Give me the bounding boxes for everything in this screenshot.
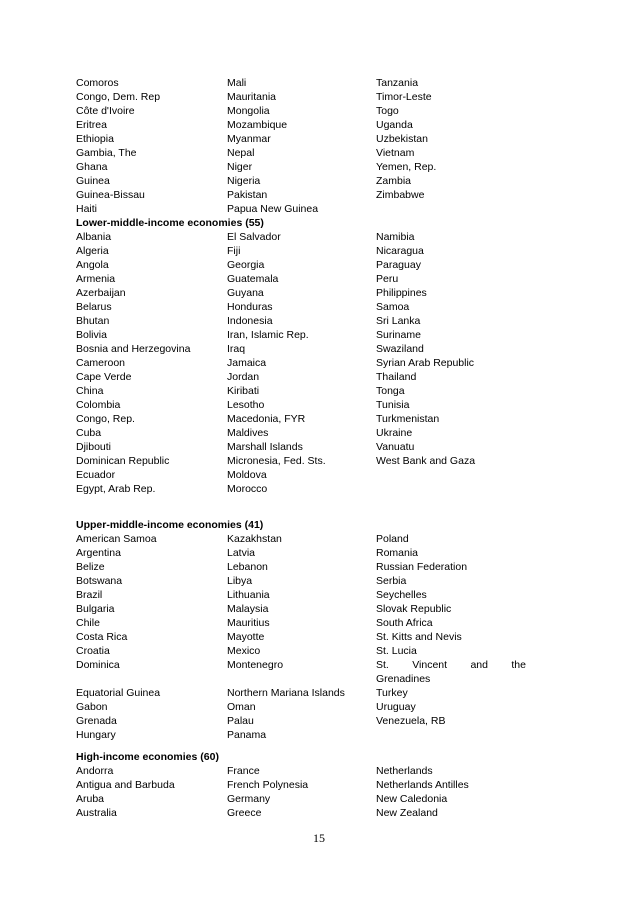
word: and bbox=[470, 659, 488, 671]
country-cell: Belize bbox=[76, 561, 105, 573]
country-cell: Aruba bbox=[76, 793, 105, 805]
country-cell: Oman bbox=[227, 701, 256, 713]
country-cell: Eritrea bbox=[76, 119, 107, 131]
country-cell: Moldova bbox=[227, 469, 267, 481]
country-cell: Mauritius bbox=[227, 617, 270, 629]
table-row bbox=[76, 118, 526, 132]
country-cell: Marshall Islands bbox=[227, 441, 303, 453]
country-cell: Comoros bbox=[76, 77, 119, 89]
table-row bbox=[76, 440, 526, 454]
table-row bbox=[76, 806, 526, 820]
country-cell: Uzbekistan bbox=[376, 133, 428, 145]
country-cell: Jordan bbox=[227, 371, 260, 383]
country-cell: Fiji bbox=[227, 245, 241, 257]
country-cell: Turkmenistan bbox=[376, 413, 440, 425]
country-cell: St. Kitts and Nevis bbox=[376, 631, 462, 643]
country-cell: Antigua and Barbuda bbox=[76, 779, 175, 791]
country-cell: Djibouti bbox=[76, 441, 112, 453]
country-cell: Namibia bbox=[376, 231, 415, 243]
country-cell: Iraq bbox=[227, 343, 246, 355]
table-row bbox=[76, 342, 526, 356]
justified-line bbox=[376, 658, 526, 672]
country-cell: Tonga bbox=[376, 385, 405, 397]
country-cell: Uruguay bbox=[376, 701, 416, 713]
country-cell: Algeria bbox=[76, 245, 109, 257]
country-cell bbox=[376, 468, 526, 482]
country-cell: El Salvador bbox=[227, 231, 281, 243]
table-row bbox=[76, 602, 526, 616]
country-cell: Bosnia and Herzegovina bbox=[76, 343, 191, 355]
country-cell: Tunisia bbox=[376, 399, 410, 411]
country-cell: Azerbaijan bbox=[76, 287, 126, 299]
country-cell: Jamaica bbox=[227, 357, 267, 369]
country-cell: Serbia bbox=[376, 575, 407, 587]
country-cell: Netherlands bbox=[376, 765, 433, 777]
country-cell: West Bank and Gaza bbox=[376, 455, 476, 467]
country-cell: Bhutan bbox=[76, 315, 110, 327]
table-row bbox=[76, 132, 526, 146]
country-cell: Peru bbox=[376, 273, 399, 285]
table-row bbox=[76, 356, 526, 370]
country-cell: Uganda bbox=[376, 119, 413, 131]
country-cell: Vanuatu bbox=[376, 441, 415, 453]
country-cell: Mayotte bbox=[227, 631, 265, 643]
country-cell: Germany bbox=[227, 793, 271, 805]
country-cell: Niger bbox=[227, 161, 253, 173]
table-row bbox=[76, 146, 526, 160]
country-cell: Timor-Leste bbox=[376, 91, 432, 103]
table-row bbox=[76, 202, 526, 216]
table-row bbox=[76, 616, 526, 630]
country-cell: China bbox=[76, 385, 104, 397]
table-row bbox=[76, 286, 526, 300]
country-cell: Macedonia, FYR bbox=[227, 413, 306, 425]
country-cell: Lithuania bbox=[227, 589, 270, 601]
country-cell: Seychelles bbox=[376, 589, 427, 601]
country-cell: Guinea bbox=[76, 175, 110, 187]
table-row bbox=[76, 454, 526, 468]
country-cell: Thailand bbox=[376, 371, 417, 383]
country-cell: Vietnam bbox=[376, 147, 415, 159]
table-row bbox=[76, 272, 526, 286]
country-cell: Dominican Republic bbox=[76, 455, 170, 467]
country-cell: Bulgaria bbox=[76, 603, 115, 615]
word: Vincent bbox=[412, 659, 448, 671]
country-cell: Armenia bbox=[76, 273, 116, 285]
country-cell: Swaziland bbox=[376, 343, 424, 355]
table-row bbox=[76, 560, 526, 574]
country-cell: Montenegro bbox=[227, 659, 284, 671]
country-cell: Croatia bbox=[76, 645, 110, 657]
table-row bbox=[76, 370, 526, 384]
table-row bbox=[76, 778, 526, 792]
country-cell: Syrian Arab Republic bbox=[376, 357, 475, 369]
country-cell: Paraguay bbox=[376, 259, 421, 271]
country-cell: Yemen, Rep. bbox=[376, 161, 437, 173]
country-cell: Poland bbox=[376, 533, 409, 545]
country-cell: New Zealand bbox=[376, 807, 438, 819]
country-cell: Lesotho bbox=[227, 399, 265, 411]
country-cell: Costa Rica bbox=[76, 631, 128, 643]
country-cell: Australia bbox=[76, 807, 117, 819]
country-cell: Russian Federation bbox=[376, 561, 468, 573]
country-cell: Belarus bbox=[76, 301, 112, 313]
country-cell: Mali bbox=[227, 77, 247, 89]
table-row bbox=[76, 546, 526, 560]
country-cell: Mongolia bbox=[227, 105, 270, 117]
table-row bbox=[76, 686, 526, 700]
high-income-heading: High-income economies (60) bbox=[76, 751, 219, 763]
table-row bbox=[76, 412, 526, 426]
country-cell: Romania bbox=[376, 547, 419, 559]
country-cell: French Polynesia bbox=[227, 779, 309, 791]
country-cell: Indonesia bbox=[227, 315, 273, 327]
country-cell: Andorra bbox=[76, 765, 114, 777]
country-cell: Myanmar bbox=[227, 133, 271, 145]
table-row bbox=[76, 728, 526, 742]
country-cell: Papua New Guinea bbox=[227, 203, 319, 215]
country-cell: Cameroon bbox=[76, 357, 126, 369]
country-cell: Micronesia, Fed. Sts. bbox=[227, 455, 326, 467]
country-cell: Ethiopia bbox=[76, 133, 114, 145]
country-cell: Samoa bbox=[376, 301, 410, 313]
word: St. bbox=[376, 659, 389, 671]
table-row bbox=[76, 398, 526, 412]
country-cell: Ecuador bbox=[76, 469, 116, 481]
country-cell: St. Lucia bbox=[376, 645, 417, 657]
country-cell: New Caledonia bbox=[376, 793, 448, 805]
country-cell: Equatorial Guinea bbox=[76, 687, 161, 699]
country-cell: Tanzania bbox=[376, 77, 419, 89]
table-row bbox=[76, 482, 526, 496]
country-cell: Brazil bbox=[76, 589, 103, 601]
country-cell: Cape Verde bbox=[76, 371, 132, 383]
country-cell bbox=[376, 202, 526, 216]
country-cell: American Samoa bbox=[76, 533, 157, 545]
country-cell: Guyana bbox=[227, 287, 264, 299]
table-row bbox=[76, 104, 526, 118]
country-cell: Georgia bbox=[227, 259, 265, 271]
country-cell: Morocco bbox=[227, 483, 268, 495]
country-cell: Philippines bbox=[376, 287, 427, 299]
country-cell: Sri Lanka bbox=[376, 315, 421, 327]
country-cell: Slovak Republic bbox=[376, 603, 452, 615]
country-cell: Bolivia bbox=[76, 329, 107, 341]
high-income-list bbox=[76, 764, 526, 820]
table-row bbox=[76, 574, 526, 588]
country-cell: Hungary bbox=[76, 729, 116, 741]
low-income-tail-list bbox=[76, 76, 526, 216]
country-cell: Mauritania bbox=[227, 91, 277, 103]
word: the bbox=[511, 659, 526, 671]
country-cell: Ghana bbox=[76, 161, 108, 173]
section-spacer bbox=[76, 496, 526, 510]
table-row bbox=[76, 700, 526, 714]
country-cell: Libya bbox=[227, 575, 253, 587]
table-row bbox=[76, 426, 526, 440]
table-row bbox=[76, 76, 526, 90]
section-spacer bbox=[76, 742, 526, 750]
table-row bbox=[76, 174, 526, 188]
table-row bbox=[76, 630, 526, 644]
table-row bbox=[76, 792, 526, 806]
country-cell: Mozambique bbox=[227, 119, 288, 131]
country-cell: Kiribati bbox=[227, 385, 260, 397]
country-cell: Netherlands Antilles bbox=[376, 779, 469, 791]
country-cell: Palau bbox=[227, 715, 254, 727]
country-cell: Argentina bbox=[76, 547, 121, 559]
country-cell: Egypt, Arab Rep. bbox=[76, 483, 156, 495]
country-cell: Grenada bbox=[76, 715, 117, 727]
table-row bbox=[76, 328, 526, 342]
country-cell: Honduras bbox=[227, 301, 273, 313]
table-row bbox=[76, 314, 526, 328]
country-cell-wrapped bbox=[376, 658, 526, 686]
country-cell: Congo, Rep. bbox=[76, 413, 135, 425]
country-cell: Guinea-Bissau bbox=[76, 189, 145, 201]
table-row bbox=[76, 300, 526, 314]
country-cell: Botswana bbox=[76, 575, 123, 587]
table-row bbox=[76, 258, 526, 272]
document-page bbox=[76, 76, 526, 820]
country-cell: Turkey bbox=[376, 687, 408, 699]
table-row bbox=[76, 160, 526, 174]
country-cell: Greece bbox=[227, 807, 262, 819]
table-row bbox=[76, 764, 526, 778]
country-cell: Nicaragua bbox=[376, 245, 424, 257]
country-cell: Kazakhstan bbox=[227, 533, 282, 545]
country-cell: Mexico bbox=[227, 645, 261, 657]
country-cell: Guatemala bbox=[227, 273, 279, 285]
country-cell: Albania bbox=[76, 231, 112, 243]
country-cell: Nigeria bbox=[227, 175, 261, 187]
country-cell bbox=[376, 482, 526, 496]
table-row bbox=[76, 90, 526, 104]
table-row bbox=[76, 384, 526, 398]
table-row bbox=[76, 468, 526, 482]
country-cell bbox=[376, 728, 526, 742]
table-row bbox=[76, 658, 526, 686]
country-cell: Côte d'Ivoire bbox=[76, 105, 135, 117]
country-cell: South Africa bbox=[376, 617, 433, 629]
country-cell: Gambia, The bbox=[76, 147, 137, 159]
country-cell: Angola bbox=[76, 259, 109, 271]
country-cell: Ukraine bbox=[376, 427, 413, 439]
country-cell: France bbox=[227, 765, 260, 777]
country-cell: Haiti bbox=[76, 203, 98, 215]
country-cell: Suriname bbox=[376, 329, 421, 341]
table-row bbox=[76, 588, 526, 602]
country-cell: Pakistan bbox=[227, 189, 268, 201]
table-row bbox=[76, 644, 526, 658]
country-cell: Congo, Dem. Rep bbox=[76, 91, 161, 103]
country-cell: Iran, Islamic Rep. bbox=[227, 329, 309, 341]
country-cell: Venezuela, RB bbox=[376, 715, 446, 727]
country-cell: Maldives bbox=[227, 427, 269, 439]
table-row bbox=[76, 230, 526, 244]
country-cell: Northern Mariana Islands bbox=[227, 687, 345, 699]
country-cell: Gabon bbox=[76, 701, 108, 713]
table-row bbox=[76, 714, 526, 728]
country-cell: Togo bbox=[376, 105, 399, 117]
lower-middle-income-list bbox=[76, 230, 526, 496]
page-number: 15 bbox=[313, 831, 325, 845]
country-cell: Nepal bbox=[227, 147, 255, 159]
lower-middle-income-heading: Lower-middle-income economies (55) bbox=[76, 217, 264, 229]
country-cell: Lebanon bbox=[227, 561, 268, 573]
country-cell: Cuba bbox=[76, 427, 102, 439]
table-row bbox=[76, 188, 526, 202]
country-cell: Latvia bbox=[227, 547, 256, 559]
upper-middle-income-list bbox=[76, 532, 526, 742]
table-row bbox=[76, 244, 526, 258]
country-cell: Zimbabwe bbox=[376, 189, 425, 201]
section-spacer bbox=[76, 510, 526, 518]
country-cell: Dominica bbox=[76, 659, 120, 671]
upper-middle-income-heading: Upper-middle-income economies (41) bbox=[76, 519, 264, 531]
table-row bbox=[76, 532, 526, 546]
country-cell: Chile bbox=[76, 617, 100, 629]
country-cell: Zambia bbox=[376, 175, 412, 187]
wrapped-line: Grenadines bbox=[376, 673, 431, 685]
country-cell: Malaysia bbox=[227, 603, 269, 615]
country-cell: Panama bbox=[227, 729, 267, 741]
country-cell: Colombia bbox=[76, 399, 121, 411]
